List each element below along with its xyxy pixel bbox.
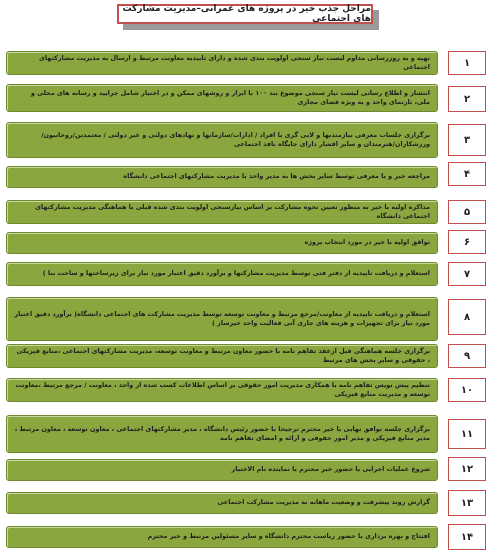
step-row (0, 459, 497, 481)
page-title: مراحل جذب خیر در پروژه های عمرانی–مدیریت مشارکت های اجتماعی (117, 4, 373, 24)
step-bar: انتشار و اطلاع رسانی لیست نیاز سنجی موضوع بند ۱۰۰ با ابزار و روشهای ممکن و در اختیار شامل جرایید و رسانه های محلی و ملی، تارنمای واحد و به ویژه فضای مجازی (6, 84, 438, 112)
step-bar: برگزاری جلسه هماهنگی قبل ازعقد تفاهم نامه با حضور معاون مرتبط و معاونت توسعه، مدیریت مشارکتهای اجتماعی ،منابع فیزیکی ، حقوقی و سایر بخش های مرتبط (6, 344, 438, 368)
step-row (0, 84, 497, 116)
step-row (0, 166, 497, 188)
step-row (0, 262, 497, 286)
step-bar: تهیه و به روزرسانی مداوم لیست نیاز سنجی اولویت بندی شده و دارای تاییدیه معاونت مرتبط و ارسال به مدیریت مشارکتهای اجتماعی (6, 51, 438, 75)
step-bar: توافق اولیه با خیر در مورد انتخاب پروژه (6, 232, 438, 254)
step-row (0, 344, 497, 368)
step-row (0, 378, 497, 402)
step-row (0, 200, 497, 224)
step-number: ۴ (448, 162, 486, 186)
step-bar: افتتاح و بهره برداری با حضور ریاست محترم دانشگاه و سایر مسئولین مرتبط و خیر محترم (6, 526, 438, 548)
step-number: ۳ (448, 124, 486, 156)
step-bar: شروع عملیات اجرایی با حضور خیر محترم یا نماینده تام الاختیار (6, 459, 438, 481)
step-number: ۱۲ (448, 457, 486, 481)
step-number: ۱۱ (448, 419, 486, 449)
step-row (0, 415, 497, 453)
step-number: ۷ (448, 262, 486, 286)
step-row (0, 232, 497, 254)
step-number: ۱۴ (448, 524, 486, 550)
step-row (0, 297, 497, 341)
step-number: ۸ (448, 299, 486, 335)
step-bar: برگزاری جلسه توافق نهایی با خیر محترم ترجیحا با حضور رئیس دانشگاه ، مدیر مشارکتهای اجتماعی ، معاون توسعه ، معاون مرتبط ، مدیر منابع فیزیکی و مدیر امور حقوقی و ارائه و امضای تفاهم نامه (6, 415, 438, 453)
step-bar: استعلام و دریافت تاییدیه از دفتر فنی توسط مدیریت مشارکتها و برآورد دقیق اعتبار مورد نیاز برای زیرساختها و ساخت بنا ) (6, 262, 438, 286)
step-number: ۹ (448, 344, 486, 368)
step-row (0, 526, 497, 548)
step-bar: گزارش روند پیشرفت و وضعیت ماهانه به مدیریت مشارکت اجتماعی (6, 492, 438, 514)
step-number: ۱ (448, 51, 486, 75)
step-bar: برگزاری جلسات معرفی نیازمندیها و لابی گری با افراد / ادارات/سازمانها و نهادهای دولتی و غیر دولتی / معتمدین/روحانیون/ورزشکاران/هنرمندان و سایر اقشار دارای جایگاه نافذ اجتماعی (6, 122, 438, 158)
step-number: ۶ (448, 230, 486, 254)
step-number: ۱۳ (448, 490, 486, 516)
step-bar: تنظیم پیش نویس تفاهم نامه با همکاری مدیریت امور حقوقی بر اساس اطلاعات کسب شده از واحد ، معاونت / مرجع مرتبط ،معاونت توسعه و مدیریت منابع فیزیکی (6, 378, 438, 402)
step-bar: مراجعه خیر و یا معرفی توسط سایر بخش ها به مدیر واحد یا مدیریت مشارکتهای اجتماعی دانشگاه (6, 166, 438, 188)
step-row (0, 51, 497, 75)
step-row (0, 122, 497, 158)
step-number: ۲ (448, 86, 486, 112)
step-number: ۵ (448, 200, 486, 224)
step-bar: استعلام و دریافت تاییدیه از معاونت/مرجع مرتبط و معاونت توسعه توسط مدیریت مشارکت های اجتماعی دانشگاه( برآورد دقیق اعتبار مورد نیاز برای تجهیزات و هزینه های جاری آتی فعالیت واحد خیرساز ) (6, 297, 438, 341)
step-number: ۱۰ (448, 378, 486, 402)
step-row (0, 492, 497, 514)
step-bar: مذاکره اولیه با خیر به منظور تعیین نحوه مشارکت بر اساس نیازسنجی اولویت بندی شده قبلی با هماهنگی مدیریت مشارکتهای اجتماعی دانشگاه (6, 200, 438, 224)
